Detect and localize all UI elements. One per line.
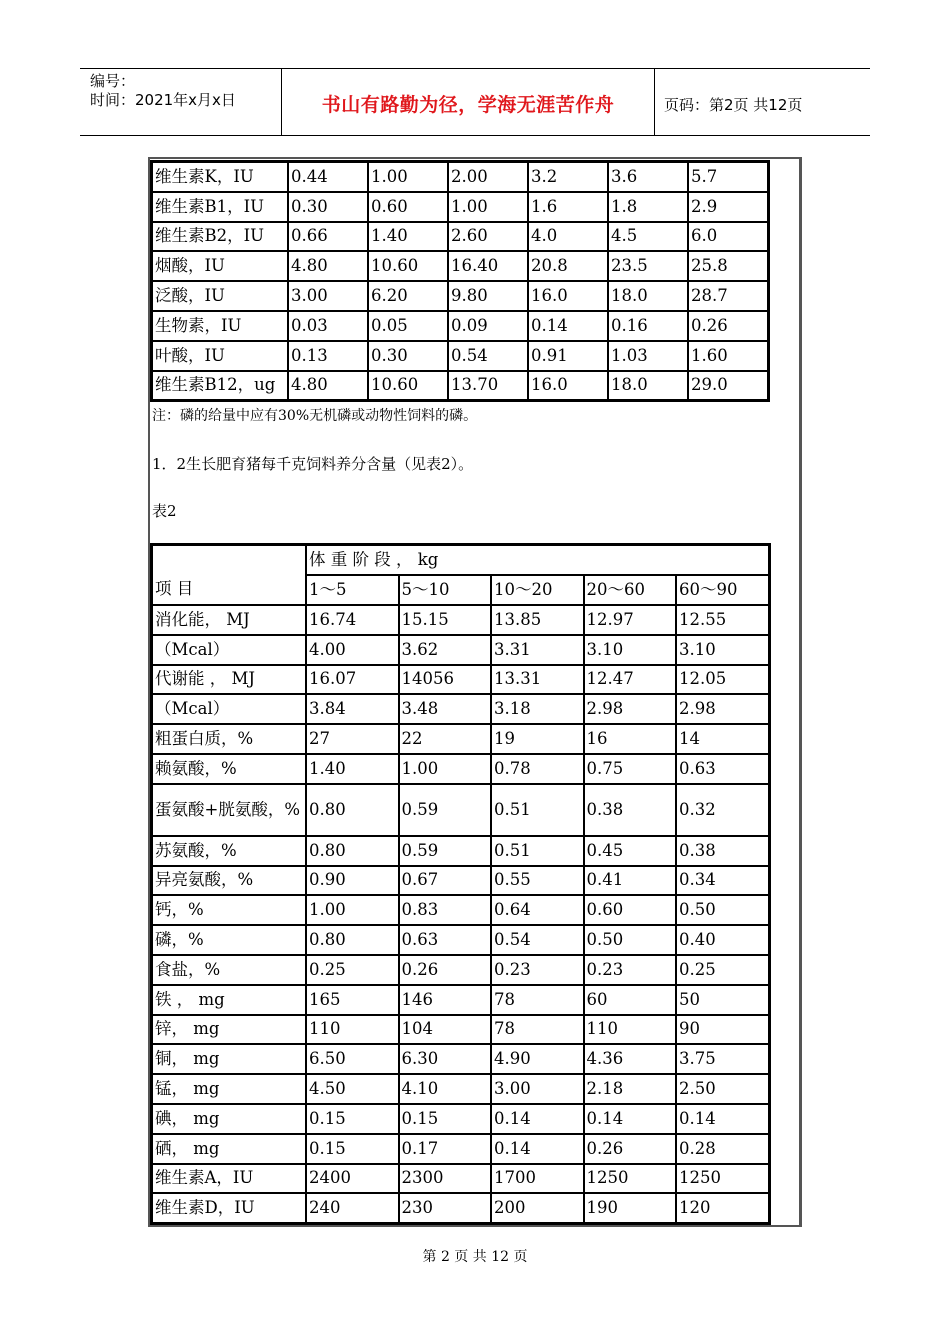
table-row — [152, 895, 769, 925]
table-cell: 3.84 — [306, 694, 399, 724]
table-cell: 18.0 — [608, 281, 688, 311]
table-cell: 14056 — [399, 665, 492, 695]
table-cell: 5.7 — [688, 162, 768, 192]
table-cell: 6.20 — [368, 281, 448, 311]
table-cell: 2.00 — [448, 162, 528, 192]
table-cell: 23.5 — [608, 251, 688, 281]
table-cell: 0.28 — [676, 1134, 769, 1164]
table-cell: 230 — [399, 1193, 492, 1223]
table-cell: 3.10 — [676, 635, 769, 665]
document-number-label: 编号： — [90, 72, 136, 90]
row-label: 生物素，IU — [152, 311, 288, 341]
table-cell: 0.63 — [399, 925, 492, 955]
table-cell: 0.38 — [676, 836, 769, 866]
table-row — [152, 222, 768, 252]
vitamin-table-continued — [150, 160, 770, 402]
stage-cell: 60～90 — [676, 575, 769, 605]
table-cell: 0.67 — [399, 866, 492, 896]
table-cell: 2400 — [306, 1164, 399, 1194]
table-cell: 0.54 — [448, 341, 528, 371]
table-cell: 3.6 — [608, 162, 688, 192]
table-cell: 0.59 — [399, 784, 492, 836]
table-cell: 18.0 — [608, 371, 688, 401]
nutrient-table — [150, 543, 771, 1225]
table-cell: 78 — [491, 985, 584, 1015]
table-cell: 0.25 — [306, 955, 399, 985]
table-cell: 0.15 — [399, 1104, 492, 1134]
row-label: 铜， mg — [152, 1044, 306, 1074]
table-cell: 0.60 — [368, 192, 448, 222]
row-label: （Mcal） — [152, 694, 306, 724]
table-row — [152, 371, 768, 401]
table-cell: 1.00 — [448, 192, 528, 222]
table-cell: 0.26 — [584, 1134, 677, 1164]
stage-header: 体 重 阶 段 ， kg — [306, 545, 769, 575]
row-label: 维生素B1，IU — [152, 192, 288, 222]
table-cell: 0.64 — [491, 895, 584, 925]
table-cell: 6.50 — [306, 1044, 399, 1074]
table-row — [152, 1104, 769, 1134]
table-cell: 60 — [584, 985, 677, 1015]
row-label: 钙，% — [152, 895, 306, 925]
stage-cell: 10～20 — [491, 575, 584, 605]
row-label: 泛酸，IU — [152, 281, 288, 311]
table-cell: 0.14 — [528, 311, 608, 341]
row-label: 叶酸，IU — [152, 341, 288, 371]
table-cell: 1.40 — [368, 222, 448, 252]
row-label: 烟酸，IU — [152, 251, 288, 281]
table-cell: 0.80 — [306, 784, 399, 836]
table-cell: 0.34 — [676, 866, 769, 896]
table-cell: 0.63 — [676, 754, 769, 784]
row-label: 硒， mg — [152, 1134, 306, 1164]
table-cell: 3.10 — [584, 635, 677, 665]
table-cell: 12.47 — [584, 665, 677, 695]
table-cell: 3.00 — [288, 281, 368, 311]
table-cell: 14 — [676, 724, 769, 754]
table-cell: 2300 — [399, 1164, 492, 1194]
row-label: 碘， mg — [152, 1104, 306, 1134]
table-row — [152, 866, 769, 896]
table-cell: 0.80 — [306, 925, 399, 955]
table-cell: 3.18 — [491, 694, 584, 724]
table-cell: 0.14 — [584, 1104, 677, 1134]
table-row — [152, 784, 769, 836]
table-cell: 1.60 — [688, 341, 768, 371]
table-cell: 3.75 — [676, 1044, 769, 1074]
table-cell: 0.09 — [448, 311, 528, 341]
row-label: 维生素K，IU — [152, 162, 288, 192]
row-label: 维生素D，IU — [152, 1193, 306, 1223]
stage-cell: 20～60 — [584, 575, 677, 605]
table-row — [152, 1044, 769, 1074]
table-cell: 15.15 — [399, 605, 492, 635]
table-cell: 104 — [399, 1015, 492, 1045]
table-cell: 4.50 — [306, 1074, 399, 1104]
table-row — [152, 1193, 769, 1223]
row-label: 磷，% — [152, 925, 306, 955]
item-header: 项 目 — [152, 545, 306, 605]
table-cell: 120 — [676, 1193, 769, 1223]
table-cell: 16 — [584, 724, 677, 754]
table-cell: 4.5 — [608, 222, 688, 252]
table-cell: 1250 — [676, 1164, 769, 1194]
header-top-rule — [80, 68, 870, 69]
row-label: 赖氨酸，% — [152, 754, 306, 784]
row-label: 维生素A，IU — [152, 1164, 306, 1194]
row-label: 蛋氨酸+胱氨酸，% — [152, 784, 306, 836]
table-cell: 1250 — [584, 1164, 677, 1194]
table-row — [152, 985, 769, 1015]
table-cell: 13.70 — [448, 371, 528, 401]
header-meta — [90, 72, 236, 110]
table-cell: 13.31 — [491, 665, 584, 695]
table-row — [152, 341, 768, 371]
table-row — [152, 955, 769, 985]
table-cell: 16.74 — [306, 605, 399, 635]
table-cell: 4.80 — [288, 371, 368, 401]
table-cell: 0.51 — [491, 784, 584, 836]
table-cell: 0.90 — [306, 866, 399, 896]
table-cell: 0.55 — [491, 866, 584, 896]
table-row — [152, 251, 768, 281]
table-cell: 110 — [306, 1015, 399, 1045]
table-row — [152, 754, 769, 784]
table-cell: 28.7 — [688, 281, 768, 311]
table-cell: 4.00 — [306, 635, 399, 665]
table-cell: 0.75 — [584, 754, 677, 784]
table-cell: 90 — [676, 1015, 769, 1045]
table-cell: 3.31 — [491, 635, 584, 665]
table-cell: 0.38 — [584, 784, 677, 836]
table-cell: 0.50 — [676, 895, 769, 925]
header-bottom-rule — [80, 135, 870, 136]
table-cell: 0.59 — [399, 836, 492, 866]
table-cell: 0.91 — [528, 341, 608, 371]
table-cell: 2.98 — [584, 694, 677, 724]
table-cell: 0.05 — [368, 311, 448, 341]
table-cell: 0.30 — [368, 341, 448, 371]
table-row — [152, 311, 768, 341]
table-row — [152, 1134, 769, 1164]
table-cell: 50 — [676, 985, 769, 1015]
table-cell: 0.80 — [306, 836, 399, 866]
table-cell: 0.83 — [399, 895, 492, 925]
table-row — [152, 665, 769, 695]
table-cell: 190 — [584, 1193, 677, 1223]
table-cell: 0.78 — [491, 754, 584, 784]
row-label: 锌， mg — [152, 1015, 306, 1045]
row-label: 维生素B2，IU — [152, 222, 288, 252]
table-cell: 200 — [491, 1193, 584, 1223]
table-cell: 1.00 — [368, 162, 448, 192]
table-cell: 4.90 — [491, 1044, 584, 1074]
table-cell: 0.66 — [288, 222, 368, 252]
table-cell: 0.17 — [399, 1134, 492, 1164]
table-row — [152, 192, 768, 222]
table-row — [152, 605, 769, 635]
table-cell: 0.32 — [676, 784, 769, 836]
table-cell: 3.2 — [528, 162, 608, 192]
table-cell: 1700 — [491, 1164, 584, 1194]
phosphorus-note: 注：磷的给量中应有30%无机磷或动物性饲料的磷。 — [152, 408, 478, 424]
table-cell: 0.25 — [676, 955, 769, 985]
table-cell: 3.00 — [491, 1074, 584, 1104]
table-cell: 25.8 — [688, 251, 768, 281]
table-cell: 27 — [306, 724, 399, 754]
table-row — [152, 162, 768, 192]
page-footer: 第 2 页 共 12 页 — [422, 1249, 528, 1265]
section-heading: 1．2生长肥育猪每千克饲料养分含量（见表2）。 — [152, 455, 474, 473]
table-cell: 0.26 — [688, 311, 768, 341]
table-row — [152, 724, 769, 754]
row-label: 维生素B12，ug — [152, 371, 288, 401]
table-row — [152, 281, 768, 311]
row-label: 代谢能 ， MJ — [152, 665, 306, 695]
table-cell: 1.8 — [608, 192, 688, 222]
table-cell: 1.40 — [306, 754, 399, 784]
table-cell: 4.80 — [288, 251, 368, 281]
table-cell: 6.0 — [688, 222, 768, 252]
table-row — [152, 1015, 769, 1045]
table-cell: 12.55 — [676, 605, 769, 635]
stage-cell: 1～5 — [306, 575, 399, 605]
table-cell: 16.0 — [528, 371, 608, 401]
table-cell: 20.8 — [528, 251, 608, 281]
table-cell: 13.85 — [491, 605, 584, 635]
table-cell: 0.13 — [288, 341, 368, 371]
table-cell: 0.54 — [491, 925, 584, 955]
table-cell: 0.60 — [584, 895, 677, 925]
table-cell: 10.60 — [368, 371, 448, 401]
table-cell: 0.26 — [399, 955, 492, 985]
table-cell: 16.07 — [306, 665, 399, 695]
table-row — [152, 1164, 769, 1194]
table-cell: 0.14 — [491, 1134, 584, 1164]
table-cell: 0.14 — [491, 1104, 584, 1134]
table-cell: 0.23 — [491, 955, 584, 985]
table-cell: 0.14 — [676, 1104, 769, 1134]
table-cell: 1.03 — [608, 341, 688, 371]
table-cell: 1.00 — [306, 895, 399, 925]
table-cell: 2.50 — [676, 1074, 769, 1104]
header-divider — [654, 68, 655, 136]
header-page-number: 页码：第2页 共12页 — [664, 96, 803, 114]
row-label: 锰， mg — [152, 1074, 306, 1104]
table-cell: 9.80 — [448, 281, 528, 311]
table-cell: 240 — [306, 1193, 399, 1223]
table-cell: 4.10 — [399, 1074, 492, 1104]
table-row — [152, 694, 769, 724]
table-cell: 0.15 — [306, 1134, 399, 1164]
table-row — [152, 1074, 769, 1104]
row-label: 粗蛋白质，% — [152, 724, 306, 754]
table-cell: 0.44 — [288, 162, 368, 192]
table-cell: 4.36 — [584, 1044, 677, 1074]
table-caption: 表2 — [152, 502, 177, 520]
table-cell: 2.18 — [584, 1074, 677, 1104]
stage-cell: 5～10 — [399, 575, 492, 605]
row-label: 异亮氨酸，% — [152, 866, 306, 896]
document-time-label: 时间：2021年x月x日 — [90, 91, 236, 109]
table-cell: 0.51 — [491, 836, 584, 866]
table-cell: 2.98 — [676, 694, 769, 724]
row-label: 苏氨酸，% — [152, 836, 306, 866]
table-cell: 12.05 — [676, 665, 769, 695]
table-cell: 0.45 — [584, 836, 677, 866]
table-cell: 0.15 — [306, 1104, 399, 1134]
table-cell: 0.41 — [584, 866, 677, 896]
row-label: 消化能， MJ — [152, 605, 306, 635]
table-cell: 3.48 — [399, 694, 492, 724]
table-cell: 4.0 — [528, 222, 608, 252]
table-cell: 110 — [584, 1015, 677, 1045]
table-cell: 1.6 — [528, 192, 608, 222]
table-cell: 0.23 — [584, 955, 677, 985]
table-cell: 0.03 — [288, 311, 368, 341]
table-cell: 146 — [399, 985, 492, 1015]
table-cell: 16.0 — [528, 281, 608, 311]
table-row — [152, 925, 769, 955]
table-row — [152, 836, 769, 866]
table-cell: 1.00 — [399, 754, 492, 784]
table-cell: 29.0 — [688, 371, 768, 401]
table-cell: 0.50 — [584, 925, 677, 955]
row-label: （Mcal） — [152, 635, 306, 665]
table-cell: 6.30 — [399, 1044, 492, 1074]
table-cell: 3.62 — [399, 635, 492, 665]
row-label: 食盐，% — [152, 955, 306, 985]
table-header-row — [152, 545, 769, 575]
table-cell: 78 — [491, 1015, 584, 1045]
table-cell: 0.30 — [288, 192, 368, 222]
table-cell: 12.97 — [584, 605, 677, 635]
table-cell: 2.9 — [688, 192, 768, 222]
table-cell: 19 — [491, 724, 584, 754]
table-cell: 22 — [399, 724, 492, 754]
table-cell: 16.40 — [448, 251, 528, 281]
table-cell: 2.60 — [448, 222, 528, 252]
table-cell: 165 — [306, 985, 399, 1015]
table-cell: 0.40 — [676, 925, 769, 955]
table-cell: 10.60 — [368, 251, 448, 281]
header-motto: 书山有路勤为径，学海无涯苦作舟 — [321, 94, 615, 116]
table-row — [152, 635, 769, 665]
table-cell: 0.16 — [608, 311, 688, 341]
row-label: 铁 ， mg — [152, 985, 306, 1015]
